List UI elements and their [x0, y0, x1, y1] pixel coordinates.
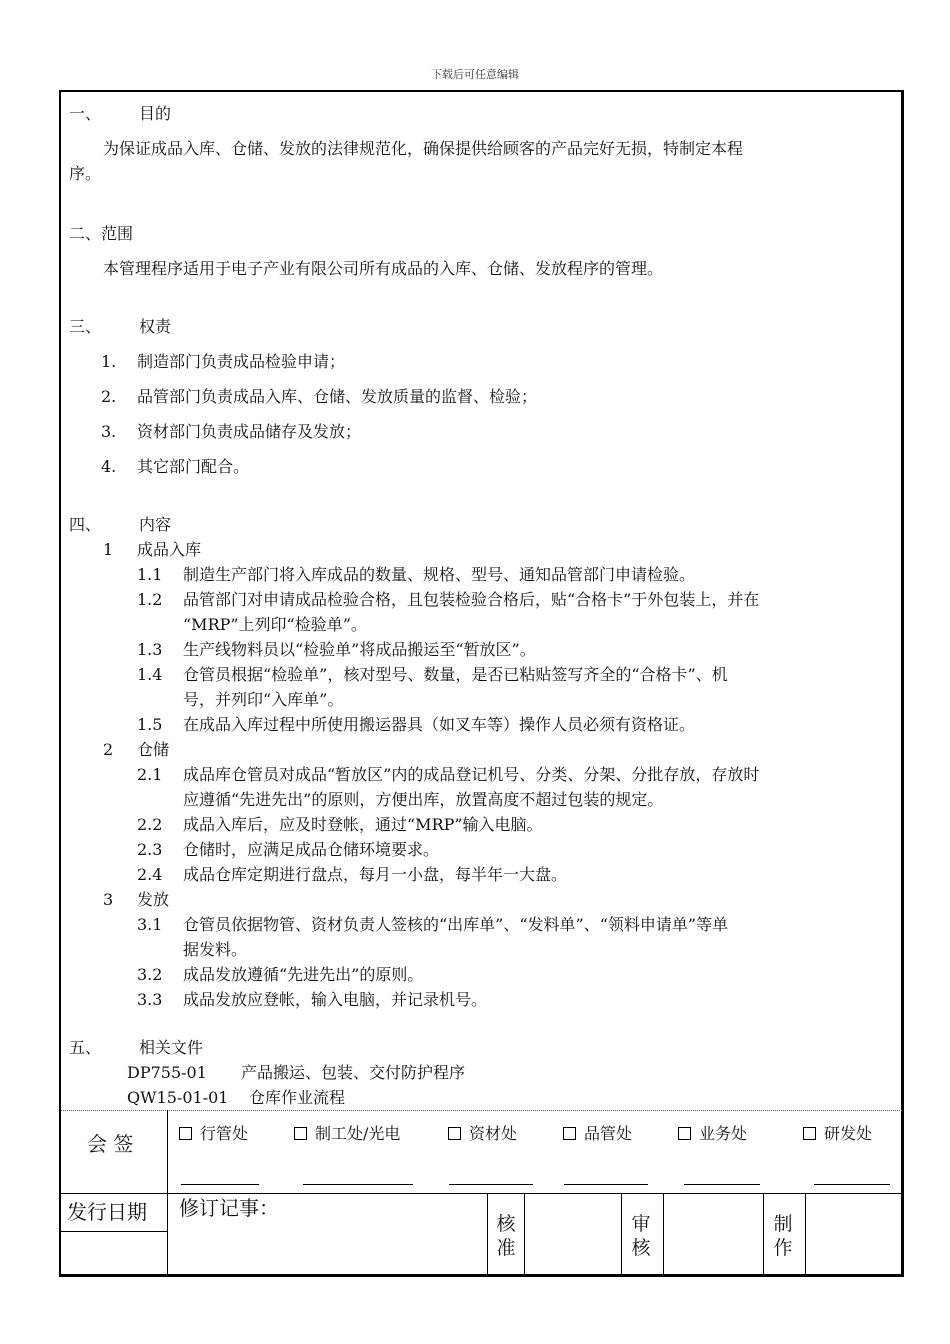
- item-num-3-2: 3.2: [137, 965, 163, 984]
- dept-checkbox-1[interactable]: [179, 1124, 248, 1144]
- scope-text: 本管理程序适用于电子产业有限公司所有成品的入库、仓储、发放程序的管理。: [103, 259, 664, 278]
- item-num-2-4: 2.4: [137, 865, 163, 884]
- approve-char-1: 核: [496, 1213, 516, 1235]
- section-purpose-num: 一、: [69, 104, 102, 123]
- group-num-2: 2: [103, 740, 114, 759]
- duty-num-1: 1.: [101, 352, 117, 371]
- duty-text-3: 资材部门负责成品储存及发放；: [137, 422, 362, 441]
- item-1-5-line-1: 在成品入库过程中所使用搬运器具（如叉车等）操作人员必须有资格证。: [183, 715, 696, 734]
- group-title-2: 仓储: [137, 740, 170, 759]
- item-num-1-5: 1.5: [137, 715, 163, 734]
- item-num-1-2: 1.2: [137, 590, 163, 609]
- checkbox-icon: [678, 1127, 691, 1140]
- signoff-label: 会 签: [87, 1132, 134, 1156]
- dept-label-3: 资材处: [469, 1124, 518, 1143]
- signature-line-3: [449, 1184, 533, 1185]
- review-right-divider: [663, 1193, 664, 1275]
- prepare-left-divider: [763, 1193, 764, 1275]
- item-1-1-line-1: 制造生产部门将入库成品的数量、规格、型号、通知品管部门申请检验。: [183, 565, 696, 584]
- duty-num-4: 4.: [101, 457, 117, 476]
- duty-text-2: 品管部门负责成品入库、仓储、发放质量的监督、检验；: [137, 387, 538, 406]
- dept-label-1: 行管处: [200, 1124, 249, 1143]
- related-doc-code-1: DP755-01: [127, 1063, 207, 1082]
- dept-checkbox-3[interactable]: [448, 1124, 517, 1144]
- checkbox-icon: [563, 1127, 576, 1140]
- item-num-2-1: 2.1: [137, 765, 163, 784]
- duty-num-3: 3.: [101, 422, 117, 441]
- signature-line-5: [684, 1184, 760, 1185]
- revision-label: 修订记事：: [179, 1196, 279, 1220]
- group-title-1: 成品入库: [137, 540, 202, 559]
- item-num-2-2: 2.2: [137, 815, 163, 834]
- review-char-2: 核: [631, 1237, 651, 1259]
- document-frame: [59, 90, 904, 1277]
- prepare-right-divider: [805, 1193, 806, 1275]
- item-num-1-4: 1.4: [137, 665, 163, 684]
- dept-label-4: 品管处: [584, 1124, 633, 1143]
- group-title-3: 发放: [137, 890, 170, 909]
- purpose-line-1: 为保证成品入库、仓储、发放的法律规范化，确保提供给顾客的产品完好无损，特制定本程: [103, 139, 744, 158]
- item-2-4-line-1: 成品仓库定期进行盘点，每月一小盘，每半年一大盘。: [183, 865, 568, 884]
- checkbox-icon: [294, 1127, 307, 1140]
- review-char-1: 审: [631, 1213, 651, 1235]
- content-divider: [61, 1110, 902, 1111]
- signature-line-2: [303, 1184, 413, 1185]
- dept-checkbox-4[interactable]: [563, 1124, 632, 1144]
- approve-char-2: 准: [496, 1237, 516, 1259]
- section-duties-title: 权责: [139, 317, 172, 336]
- approve-right-divider: [524, 1193, 525, 1275]
- purpose-line-2: 序。: [69, 164, 102, 183]
- item-num-1-1: 1.1: [137, 565, 163, 584]
- duty-text-1: 制造部门负责成品检验申请；: [137, 352, 346, 371]
- document-body: [61, 92, 902, 1110]
- section-purpose-title: 目的: [139, 104, 172, 123]
- section-content-num: 四、: [69, 515, 102, 534]
- item-1-2-line-2: “MRP”上列印“检验单”。: [183, 615, 367, 634]
- item-3-1-line-2: 据发料。: [183, 940, 248, 959]
- signature-line-6: [814, 1184, 890, 1185]
- item-num-2-3: 2.3: [137, 840, 163, 859]
- issue-date-label: 发行日期: [67, 1200, 147, 1224]
- item-3-1-line-1: 仓管员依据物管、资材负责人签核的“出库单”、“发料单”、“领料申请单”等单: [183, 915, 729, 934]
- section-related-title: 相关文件: [139, 1038, 204, 1057]
- checkbox-icon: [803, 1127, 816, 1140]
- item-3-2-line-1: 成品发放遵循“先进先出”的原则。: [183, 965, 424, 984]
- signature-line-1: [181, 1184, 259, 1185]
- header-note: 下载后可任意编辑: [431, 68, 519, 81]
- group-num-3: 3: [103, 890, 114, 909]
- item-num-3-3: 3.3: [137, 990, 163, 1009]
- group-num-1: 1: [103, 540, 114, 559]
- dept-checkbox-5[interactable]: [678, 1124, 747, 1144]
- duty-num-2: 2.: [101, 387, 117, 406]
- section-scope-heading: 二、范围: [69, 224, 134, 243]
- item-2-1-line-2: 应遵循“先进先出”的原则，方便出库，放置高度不超过包装的规定。: [183, 790, 664, 809]
- item-num-1-3: 1.3: [137, 640, 163, 659]
- dept-checkbox-2[interactable]: [294, 1124, 400, 1144]
- item-1-4-line-1: 仓管员根据“检验单”，核对型号、数量，是否已粘贴签写齐全的“合格卡”、机: [183, 665, 728, 684]
- dept-checkbox-6[interactable]: [803, 1124, 872, 1144]
- signature-line-4: [564, 1184, 648, 1185]
- item-2-1-line-1: 成品库仓管员对成品“暂放区”内的成品登记机号、分类、分架、分批存放，存放时: [183, 765, 760, 784]
- section-duties-num: 三、: [69, 317, 102, 336]
- checkbox-icon: [179, 1127, 192, 1140]
- related-doc-code-2: QW15-01-01: [127, 1088, 229, 1107]
- item-2-2-line-1: 成品入库后，应及时登帐，通过“MRP”输入电脑。: [183, 815, 543, 834]
- item-3-3-line-1: 成品发放应登帐，输入电脑，并记录机号。: [183, 990, 488, 1009]
- dept-label-5: 业务处: [699, 1124, 748, 1143]
- item-1-2-line-1: 品管部门对申请成品检验合格，且包装检验合格后，贴“合格卡”于外包装上，并在: [183, 590, 760, 609]
- item-1-3-line-1: 生产线物料员以“检验单”将成品搬运至“暂放区”。: [183, 640, 536, 659]
- item-num-3-1: 3.1: [137, 915, 163, 934]
- dept-label-2: 制工处/光电: [315, 1124, 401, 1143]
- section-content-title: 内容: [139, 515, 172, 534]
- related-doc-name-1: 产品搬运、包装、交付防护程序: [241, 1063, 466, 1082]
- footer-top-rule: [61, 1193, 902, 1194]
- item-2-3-line-1: 仓储时，应满足成品仓储环境要求。: [183, 840, 440, 859]
- approve-left-divider: [487, 1193, 488, 1275]
- review-left-divider: [621, 1193, 622, 1275]
- duty-text-4: 其它部门配合。: [137, 457, 250, 476]
- issue-date-rule: [61, 1231, 167, 1232]
- related-doc-name-2: 仓库作业流程: [249, 1088, 346, 1107]
- prepare-char-1: 制: [773, 1213, 793, 1235]
- checkbox-icon: [448, 1127, 461, 1140]
- section-related-num: 五、: [69, 1038, 102, 1057]
- prepare-char-2: 作: [773, 1237, 793, 1259]
- dept-label-6: 研发处: [824, 1124, 873, 1143]
- item-1-4-line-2: 号，并列印“入库单”。: [183, 690, 344, 709]
